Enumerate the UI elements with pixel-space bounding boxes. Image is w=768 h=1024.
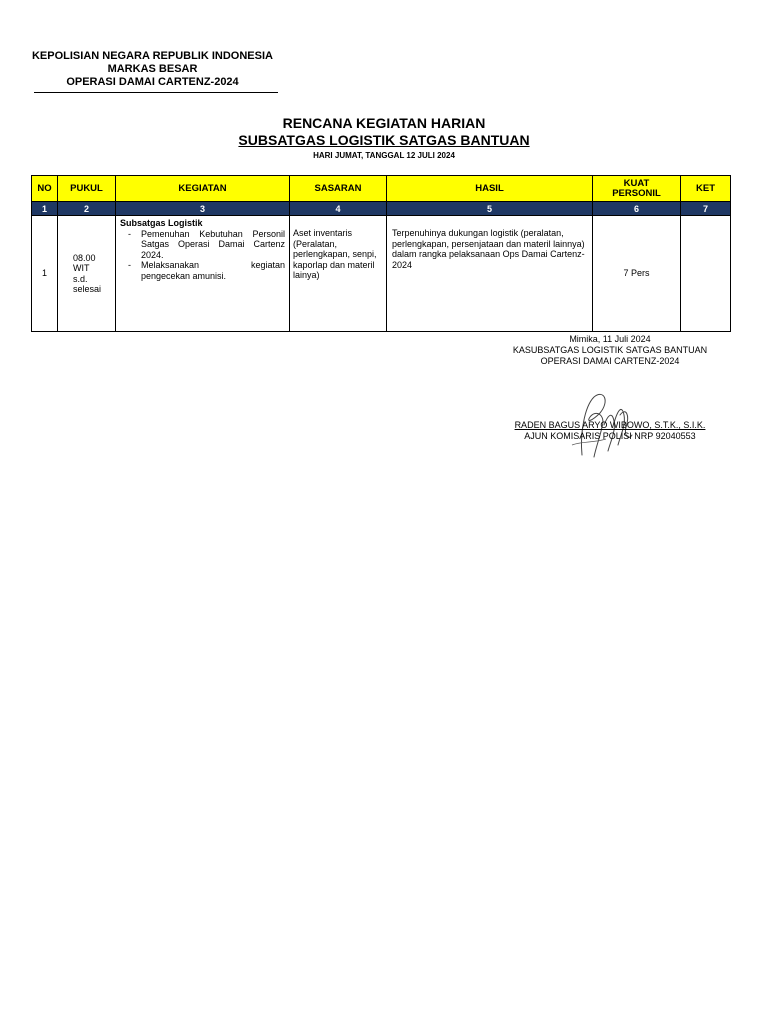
cell-kegiatan — [116, 216, 290, 332]
signature-position-2: OPERASI DAMAI CARTENZ-2024 — [540, 356, 680, 366]
col-number: 6 — [593, 202, 681, 216]
col-number: 5 — [387, 202, 593, 216]
table-number-row — [32, 202, 731, 216]
table-header-row — [32, 176, 731, 202]
org-underline — [34, 92, 278, 93]
header-kuat-personil: KUAT PERSONIL — [593, 176, 681, 202]
title-line-1: RENCANA KEGIATAN HARIAN — [282, 115, 486, 131]
cell-hasil: Terpenuhinya dukungan logistik (peralatan, perlengkapan, persenjataan dan materil lainnya) dalam rangka pelaksanaan Ops Damai Cartenz-2024 — [387, 216, 593, 332]
document-title — [0, 115, 768, 162]
pukul-line: 08.00 — [73, 252, 96, 263]
header-hasil: HASIL — [387, 176, 593, 202]
pukul-line: s.d. — [73, 273, 88, 284]
title-line-2: SUBSATGAS LOGISTIK SATGAS BANTUAN — [238, 132, 530, 148]
cell-ket — [681, 216, 731, 332]
cell-pukul — [58, 216, 116, 332]
organization-header — [30, 50, 275, 89]
signature-block — [490, 334, 730, 367]
cell-sasaran: Aset inventaris (Peralatan, perlengkapan, senpi, kaporlap dan materil lainya) — [290, 216, 387, 332]
col-number: 2 — [58, 202, 116, 216]
pukul-line: WIT — [73, 263, 90, 273]
col-number: 3 — [116, 202, 290, 216]
org-line-3: OPERASI DAMAI CARTENZ-2024 — [66, 76, 239, 88]
org-line-2: MARKAS BESAR — [107, 63, 198, 75]
col-number: 7 — [681, 202, 731, 216]
kegiatan-item: Melaksanakan kegiatan pengecekan amunisi. — [141, 260, 285, 281]
header-sasaran: SASARAN — [290, 176, 387, 202]
activity-table — [31, 175, 731, 332]
list-item — [120, 229, 285, 261]
kegiatan-item: Pemenuhan Kebutuhan Personil Satgas Operasi Damai Cartenz 2024. — [141, 228, 285, 260]
col-number: 1 — [32, 202, 58, 216]
table-row — [32, 216, 731, 332]
signature-name-block — [490, 420, 730, 442]
header-kegiatan: KEGIATAN — [116, 176, 290, 202]
cell-no: 1 — [32, 216, 58, 332]
signatory-rank: AJUN KOMISARIS POLISI NRP 92040553 — [524, 431, 696, 441]
cell-kuat-personil: 7 Pers — [593, 216, 681, 332]
kegiatan-title: Subsatgas Logistik — [120, 218, 203, 228]
list-dash: - — [128, 260, 131, 270]
kegiatan-list — [120, 229, 285, 282]
list-item — [120, 260, 285, 281]
signatory-name: RADEN BAGUS ARYO WIBOWO, S.T.K., S.I.K. — [514, 420, 706, 430]
pukul-line: selesai — [73, 284, 102, 294]
header-pukul: PUKUL — [58, 176, 116, 202]
org-line-1: KEPOLISIAN NEGARA REPUBLIK INDONESIA — [31, 50, 273, 62]
header-ket: KET — [681, 176, 731, 202]
signature-place-date: Mimika, 11 Juli 2024 — [569, 334, 651, 344]
signature-position-1: KASUBSATGAS LOGISTIK SATGAS BANTUAN — [512, 345, 708, 355]
list-dash: - — [128, 228, 131, 239]
col-number: 4 — [290, 202, 387, 216]
header-no: NO — [32, 176, 58, 202]
document-date: HARI JUMAT, TANGGAL 12 JULI 2024 — [313, 151, 455, 160]
